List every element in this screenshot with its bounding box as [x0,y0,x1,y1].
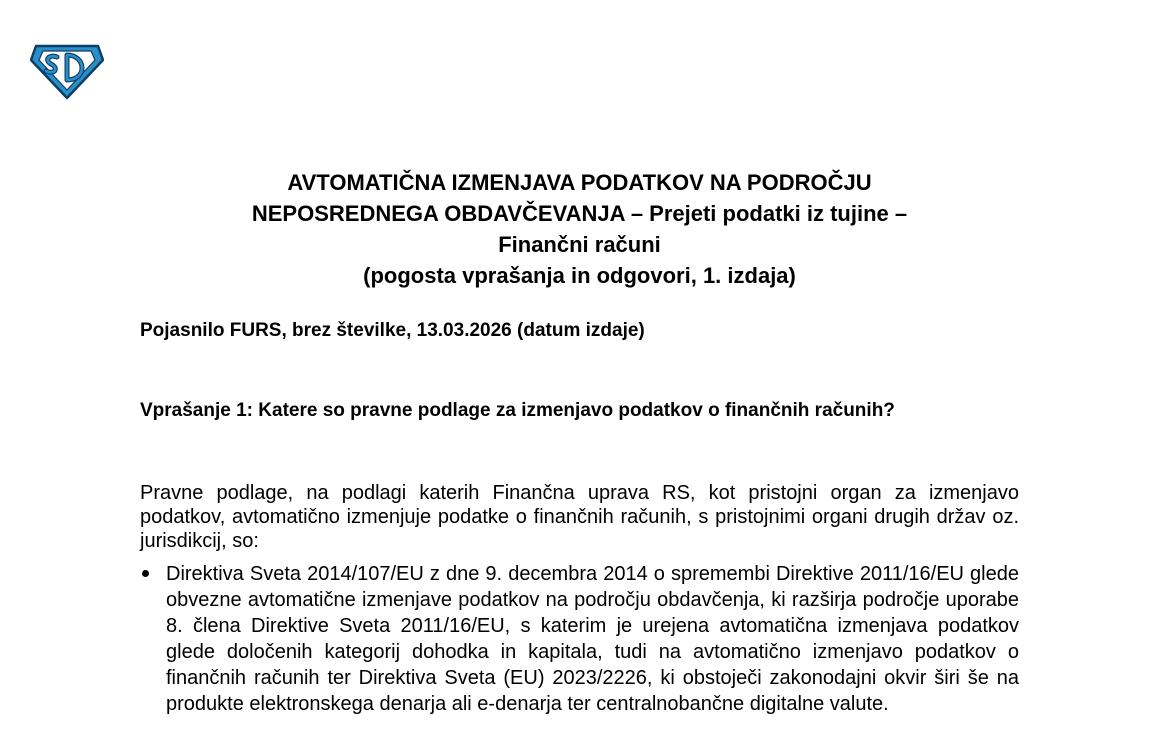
bullet-list [140,561,1019,717]
document-subtitle: Pojasnilo FURS, brez številke, 13.03.2026 (datum izdaje) [140,320,645,341]
title-line-4: (pogosta vprašanja in odgovori, 1. izdaja) [363,263,796,288]
list-item [140,561,1019,717]
title-line-2: NEPOSREDNEGA OBDAVČEVANJA – Prejeti podatki iz tujine – [251,201,908,226]
sd-logo-icon [30,40,104,100]
bullet-icon [142,570,149,577]
list-item-text: Direktiva Sveta 2014/107/EU z dne 9. decembra 2014 o spremembi Direktive 2011/16/EU glede obvezne avtomatične izmenjave podatkov na področju obdavčenja, ki razširja področje uporabe 8. člena Direktive Sveta 2011/16/EU, s katerim je urejena avtomatična izmenjava podatkov glede določenih kategorij dohodka in kapitala, tudi na avtomatično izmenjavo podatkov o finančnih računih ter Direktiva Sveta (EU) 2023/2226, ki obstoječi zakonodajni okvir širi še na produkte elektronskega denarja ali e-denarja ter centralnobančne digitalne valute. [166,563,1019,715]
title-line-3: Finančni računi [498,232,661,257]
document-title [140,167,1019,291]
answer-paragraph: Pravne podlage, na podlagi katerih Finančna uprava RS, kot pristojni organ za izmenjavo podatkov, avtomatično izmenjuje podatke o finančnih računih, s pristojnimi organi drugih držav oz. jurisdikcij, so: [140,482,1019,552]
title-line-1: AVTOMATIČNA IZMENJAVA PODATKOV NA PODROČJU [287,170,872,195]
question-heading: Vprašanje 1: Katere so pravne podlage za izmenjavo podatkov o finančnih računih? [140,400,895,421]
